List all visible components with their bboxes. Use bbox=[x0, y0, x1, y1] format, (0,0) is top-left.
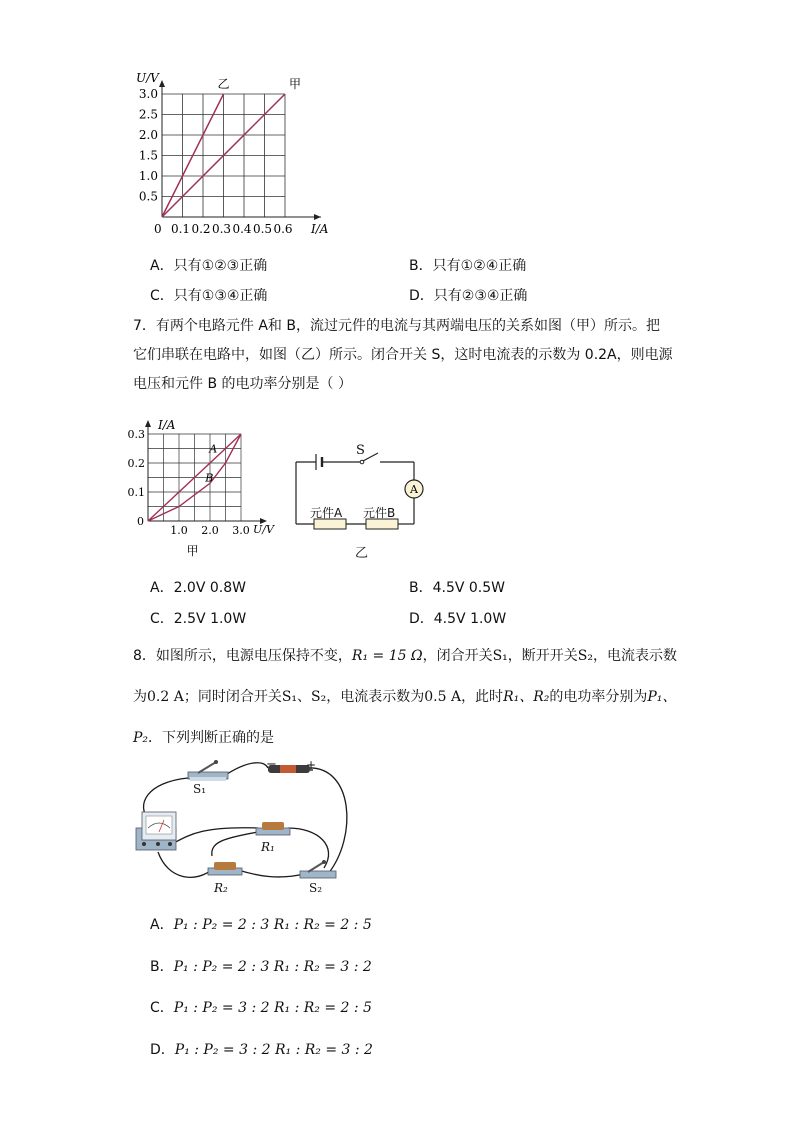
q6-option-d[interactable]: D．只有②③④正确 bbox=[409, 288, 528, 304]
x-tick-label: 3.0 bbox=[232, 524, 250, 537]
q8-r1r2: R₁、R₂ bbox=[503, 689, 550, 705]
series-label-a: A bbox=[209, 442, 218, 456]
q7-option-c[interactable]: C．2.5V 1.0W bbox=[150, 611, 247, 627]
switch-label: S bbox=[356, 443, 365, 458]
y-tick-label: 2.5 bbox=[138, 107, 158, 122]
photo-plus-label: + bbox=[306, 758, 317, 772]
q8-text-2a: 为 bbox=[133, 689, 147, 705]
q6-option-a[interactable]: A．只有①②③正确 bbox=[150, 258, 268, 274]
q8-text-3: ．下列判断正确的是 bbox=[148, 730, 275, 746]
q8-option-d[interactable] bbox=[150, 1039, 373, 1059]
y-axis-arrow bbox=[159, 80, 165, 87]
x-tick-label: 0 bbox=[154, 222, 162, 236]
y-tick-label: 3.0 bbox=[138, 87, 158, 101]
x-tick-label: 0.5 bbox=[252, 222, 273, 236]
series-label-b: B bbox=[205, 471, 214, 485]
battery-symbol bbox=[316, 454, 322, 470]
q8-option-d-letter: D． bbox=[150, 1042, 175, 1058]
photo-r2-label: R₂ bbox=[214, 881, 228, 895]
y-tick-label: 1.0 bbox=[138, 169, 158, 183]
ammeter-label: A bbox=[410, 483, 418, 496]
origin-label: 0 bbox=[137, 515, 144, 528]
iu-graph-chart bbox=[128, 408, 288, 558]
q8-p1: P₁、 bbox=[647, 689, 677, 705]
y-axis-label: I/A bbox=[158, 418, 176, 432]
q8-text-2e: 的电功率分别为 bbox=[549, 689, 648, 705]
q6-option-b[interactable]: B．只有①②④正确 bbox=[409, 258, 527, 274]
q8-option-b[interactable] bbox=[150, 956, 372, 976]
y-tick-label: 2.0 bbox=[138, 128, 158, 142]
q8-s1s2: S₁、S₂ bbox=[281, 689, 327, 705]
iu-graph-axes bbox=[137, 418, 275, 558]
q8-s2: S₂ bbox=[577, 648, 593, 664]
x-tick-label: 0.4 bbox=[232, 222, 252, 236]
element-a-label: 元件A bbox=[310, 506, 343, 520]
element-b-label: 元件B bbox=[363, 506, 396, 520]
series-label-line-yi: 乙 bbox=[217, 77, 230, 91]
x-axis-label: U/V bbox=[253, 523, 274, 536]
x-tick-label: 0.6 bbox=[273, 222, 293, 236]
q8-text-1d: ，电流表示数 bbox=[592, 648, 677, 664]
q8-text-2b: ；同时闭合开关 bbox=[183, 689, 282, 705]
photo-minus-label: − bbox=[266, 757, 277, 772]
q8-option-c[interactable] bbox=[150, 997, 372, 1017]
q8-option-b-letter: B． bbox=[150, 959, 174, 975]
q7-question bbox=[133, 312, 673, 399]
x-axis-label: I/A bbox=[311, 222, 329, 236]
q8-option-c-letter: C． bbox=[150, 1000, 174, 1016]
series-label-line-jia: 甲 bbox=[289, 77, 302, 91]
q8-text-1a: 8．如图所示，电源电压保持不变， bbox=[133, 648, 352, 664]
y-axis-label: U/V bbox=[136, 71, 159, 85]
ammeter-icon bbox=[136, 812, 176, 850]
x-tick-label: 1.0 bbox=[170, 524, 188, 537]
y-tick-label: 1.5 bbox=[138, 148, 158, 163]
q8-option-a-expr: P₁ : P₂ = 2 : 3 R₁ : R₂ = 2 : 5 bbox=[173, 917, 372, 933]
photo-r1-label: R₁ bbox=[261, 840, 275, 854]
x-tick-label: 0.3 bbox=[211, 222, 232, 236]
q8-circuit-photo bbox=[128, 756, 358, 898]
x-tick-label: 0.1 bbox=[170, 222, 191, 236]
q8-option-a-letter: A． bbox=[150, 917, 174, 933]
resistor-r2-icon bbox=[208, 862, 242, 875]
switch-s2-icon[interactable] bbox=[300, 860, 336, 878]
q7-option-d[interactable]: D．4.5V 1.0W bbox=[409, 611, 507, 627]
switch-s1-icon[interactable] bbox=[188, 760, 228, 781]
y-tick-label: 0.5 bbox=[138, 189, 158, 204]
q7-line-3: 电压和元件 B 的电功率分别是（ ） bbox=[133, 376, 352, 392]
q8-text-2c: ，电流表示数为 bbox=[326, 689, 425, 705]
q8-option-b-expr: P₁ : P₂ = 2 : 3 R₁ : R₂ = 3 : 2 bbox=[173, 959, 372, 975]
q7-line-1: 7．有两个电路元件 A和 B，流过元件的电流与其两端电压的关系如图（甲）所示。把 bbox=[133, 318, 660, 334]
q7-option-a[interactable]: A．2.0V 0.8W bbox=[150, 580, 246, 596]
q7-option-b[interactable]: B．4.5V 0.5W bbox=[409, 580, 506, 596]
q8-line-3 bbox=[133, 727, 274, 747]
chart-caption: 甲 bbox=[186, 544, 199, 558]
x-axis-arrow bbox=[314, 214, 321, 220]
q8-i1: 0.2 A bbox=[147, 689, 184, 705]
y-tick-label: 0.1 bbox=[128, 486, 145, 499]
q7-line-2: 它们串联在电路中，如图（乙）所示。闭合开关 S，这时电流表的示数为 0.2A，则电源 bbox=[133, 347, 673, 363]
q8-text-1c: ，断开开关 bbox=[507, 648, 578, 664]
ammeter-symbol bbox=[405, 480, 423, 498]
circuit-caption: 乙 bbox=[355, 546, 369, 561]
q8-p2: P₂ bbox=[133, 730, 149, 746]
q8-option-d-expr: P₁ : P₂ = 3 : 2 R₁ : R₂ = 3 : 2 bbox=[174, 1042, 373, 1058]
q8-line-1 bbox=[133, 645, 693, 665]
y-tick-label: 0.2 bbox=[128, 457, 145, 470]
q8-line-2 bbox=[133, 686, 693, 706]
photo-s1-label: S₁ bbox=[193, 782, 207, 796]
q8-s1: S₁ bbox=[492, 648, 508, 664]
q8-text-2d: ，此时 bbox=[461, 689, 504, 705]
x-tick-label: 0.2 bbox=[191, 222, 211, 236]
ui-graph-chart bbox=[128, 66, 348, 244]
resistor-r1-icon bbox=[256, 822, 290, 835]
q8-option-c-expr: P₁ : P₂ = 3 : 2 R₁ : R₂ = 2 : 5 bbox=[173, 1000, 372, 1016]
q8-i2: 0.5 A bbox=[424, 689, 462, 705]
q6-option-c[interactable]: C．只有①③④正确 bbox=[150, 288, 268, 304]
q8-r1-value: R₁ = 15 Ω bbox=[351, 648, 423, 664]
photo-s2-label: S₂ bbox=[309, 881, 323, 895]
y-axis-arrow bbox=[145, 420, 151, 427]
q8-option-a[interactable] bbox=[150, 914, 372, 934]
y-tick-label: 0.3 bbox=[128, 428, 145, 441]
x-tick-label: 2.0 bbox=[201, 524, 219, 537]
q8-text-1b: ，闭合开关 bbox=[422, 648, 493, 664]
